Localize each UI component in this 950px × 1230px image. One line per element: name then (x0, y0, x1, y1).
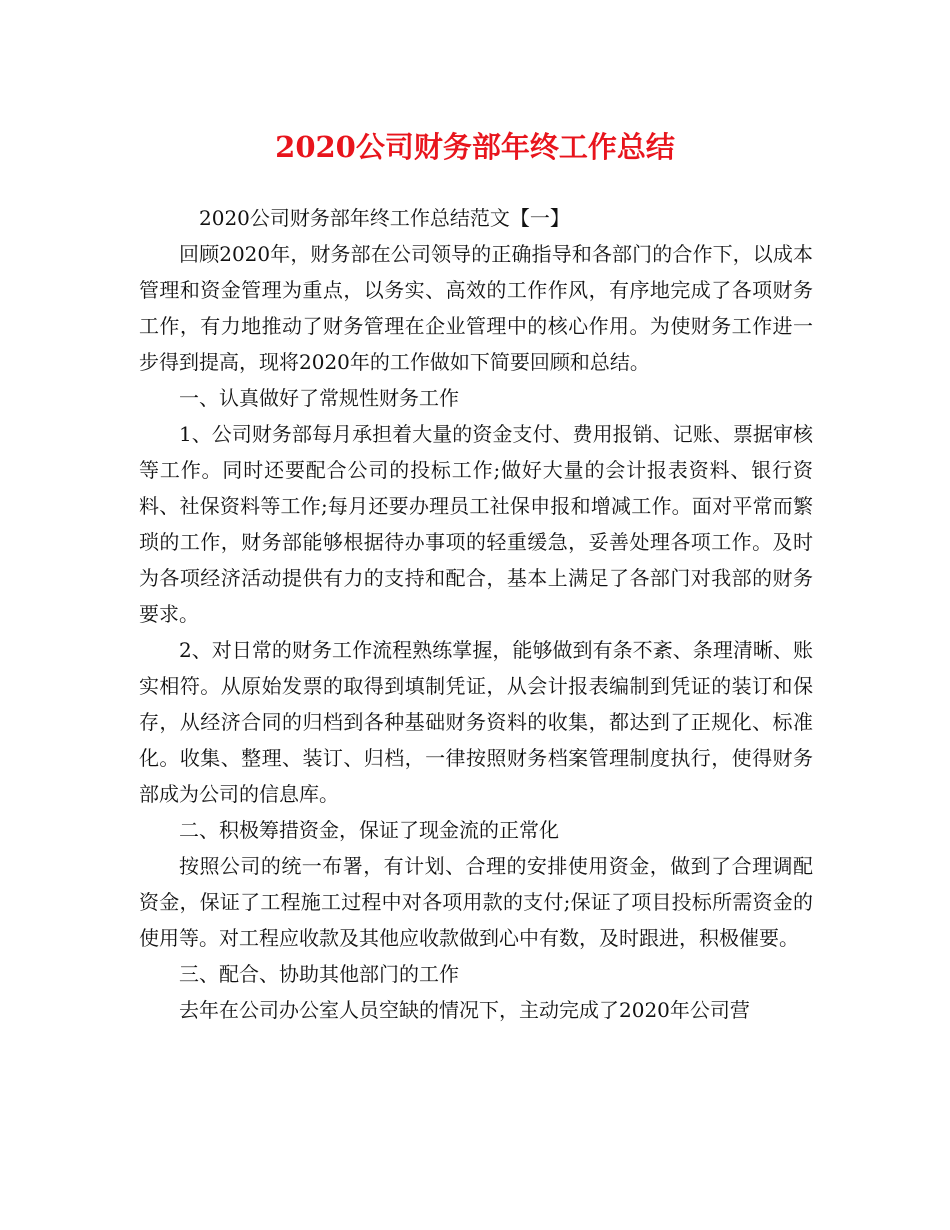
paragraph-1-1: 1、公司财务部每月承担着大量的资金支付、费用报销、记账、票据审核等工作。同时还要配合公司的投标工作;做好大量的会计报表资料、银行资料、社保资料等工作;每月还要办理员工社保申报和增减工作。面对平常而繁琐的工作，财务部能够根据待办事项的轻重缓急，妥善处理各项工作。及时为各项经济活动提供有力的支持和配合，基本上满足了各部门对我部的财务要求。 (139, 422, 813, 626)
document-title: 2020公司财务部年终工作总结 (275, 130, 675, 164)
paragraph-3: 去年在公司办公室人员空缺的情况下，主动完成了2020年公司营 (179, 998, 750, 1022)
document-body (139, 200, 813, 1028)
paragraph-1-2: 2、对日常的财务工作流程熟练掌握，能够做到有条不紊、条理清晰、账实相符。从原始发票的取得到填制凭证，从会计报表编制到凭证的装订和保存，从经济合同的归档到各种基础财务资料的收集，都达到了正规化、标准化。收集、整理、装订、归档，一律按照财务档案管理制度执行，使得财务部成为公司的信息库。 (139, 638, 813, 806)
paragraph-2: 按照公司的统一布署，有计划、合理的安排使用资金，做到了合理调配资金，保证了工程施工过程中对各项用款的支付;保证了项目投标所需资金的使用等。对工程应收款及其他应收款做到心中有数，及时跟进，积极催要。 (139, 854, 813, 950)
paragraph-intro: 回顾2020年，财务部在公司领导的正确指导和各部门的合作下，以成本管理和资金管理为重点，以务实、高效的工作作风，有序地完成了各项财务工作，有力地推动了财务管理在企业管理中的核心作用。为使财务工作进一步得到提高，现将2020年的工作做如下简要回顾和总结。 (139, 242, 813, 374)
document-subtitle: 2020公司财务部年终工作总结范文【一】 (199, 206, 570, 230)
section-heading-3: 三、配合、协助其他部门的工作 (179, 962, 459, 986)
section-heading-2: 二、积极筹措资金，保证了现金流的正常化 (179, 818, 559, 842)
section-heading-1: 一、认真做好了常规性财务工作 (179, 386, 459, 410)
